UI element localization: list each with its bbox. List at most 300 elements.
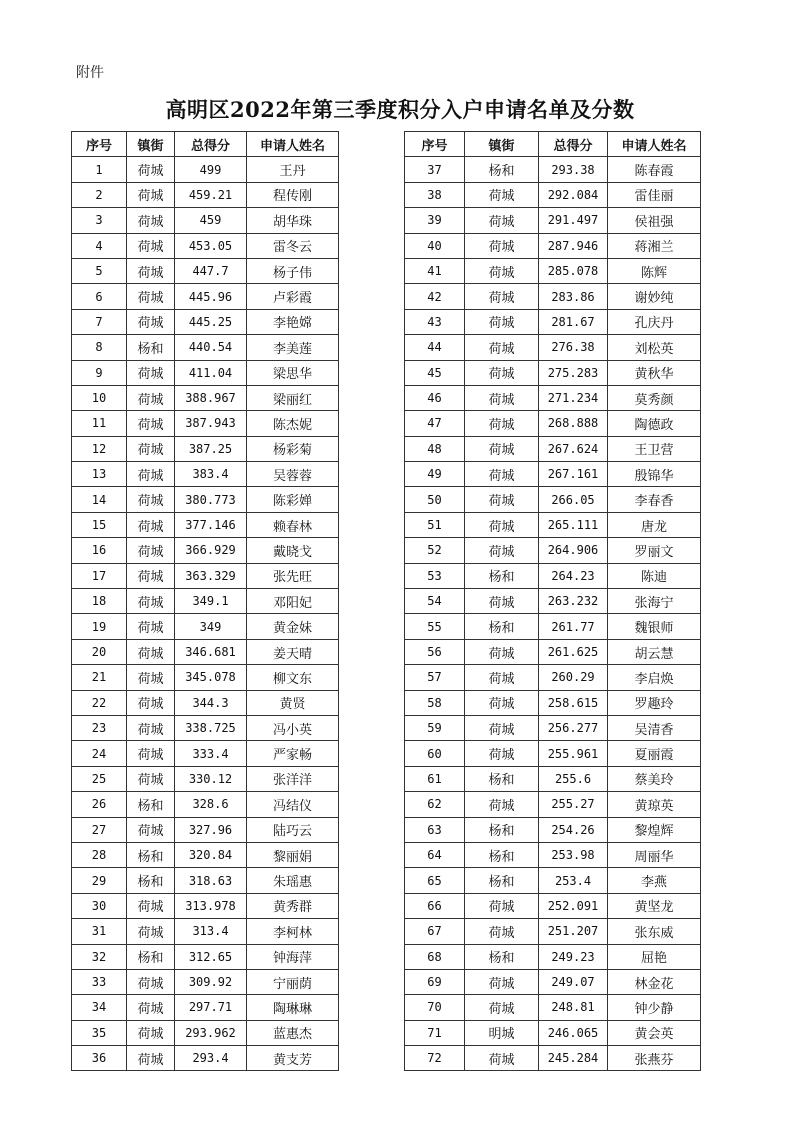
cell-name: 刘松英	[608, 335, 701, 360]
table-row	[405, 360, 701, 385]
cell-name: 侯祖强	[608, 208, 701, 233]
cell-town: 荷城	[127, 563, 175, 588]
cell-index: 64	[405, 842, 465, 867]
table-row	[405, 589, 701, 614]
table-row	[405, 487, 701, 512]
header-name: 申请人姓名	[247, 132, 339, 157]
cell-index: 29	[72, 868, 127, 893]
cell-name: 蒋湘兰	[608, 233, 701, 258]
cell-name: 林金花	[608, 969, 701, 994]
cell-score: 345.078	[175, 665, 247, 690]
cell-index: 36	[72, 1046, 127, 1071]
cell-index: 31	[72, 919, 127, 944]
cell-town: 荷城	[465, 741, 539, 766]
table-row	[72, 919, 339, 944]
table-row	[405, 208, 701, 233]
cell-index: 65	[405, 868, 465, 893]
cell-index: 40	[405, 233, 465, 258]
cell-name: 黄秋华	[608, 360, 701, 385]
cell-name: 陈春霞	[608, 157, 701, 182]
cell-score: 309.92	[175, 969, 247, 994]
cell-town: 荷城	[465, 639, 539, 664]
cell-index: 62	[405, 792, 465, 817]
cell-town: 荷城	[127, 766, 175, 791]
cell-score: 265.111	[539, 512, 608, 537]
table-row	[72, 512, 339, 537]
cell-town: 杨和	[465, 157, 539, 182]
table-row	[405, 639, 701, 664]
cell-town: 杨和	[465, 944, 539, 969]
cell-name: 柳文东	[247, 665, 339, 690]
cell-name: 冯小英	[247, 715, 339, 740]
cell-score: 292.084	[539, 182, 608, 207]
cell-score: 255.6	[539, 766, 608, 791]
cell-town: 荷城	[127, 487, 175, 512]
table-row	[405, 258, 701, 283]
table-row	[405, 817, 701, 842]
table-header-row	[72, 132, 339, 157]
cell-score: 453.05	[175, 233, 247, 258]
cell-index: 30	[72, 893, 127, 918]
table-row	[72, 182, 339, 207]
table-row	[72, 462, 339, 487]
cell-town: 荷城	[465, 919, 539, 944]
cell-name: 黄支芳	[247, 1046, 339, 1071]
cell-index: 41	[405, 258, 465, 283]
cell-score: 264.906	[539, 538, 608, 563]
header-score: 总得分	[539, 132, 608, 157]
cell-name: 卢彩霞	[247, 284, 339, 309]
cell-town: 荷城	[465, 969, 539, 994]
cell-score: 313.978	[175, 893, 247, 918]
cell-index: 63	[405, 817, 465, 842]
table-row	[405, 665, 701, 690]
cell-name: 蔡美玲	[608, 766, 701, 791]
cell-name: 赖春林	[247, 512, 339, 537]
cell-town: 杨和	[127, 335, 175, 360]
cell-town: 荷城	[465, 1046, 539, 1071]
cell-town: 荷城	[465, 411, 539, 436]
cell-index: 38	[405, 182, 465, 207]
cell-score: 293.38	[539, 157, 608, 182]
cell-name: 杨子伟	[247, 258, 339, 283]
cell-score: 260.29	[539, 665, 608, 690]
cell-town: 荷城	[127, 589, 175, 614]
cell-name: 陈迪	[608, 563, 701, 588]
cell-score: 499	[175, 157, 247, 182]
cell-index: 33	[72, 969, 127, 994]
cell-town: 荷城	[465, 335, 539, 360]
cell-score: 267.624	[539, 436, 608, 461]
cell-score: 445.25	[175, 309, 247, 334]
cell-name: 唐龙	[608, 512, 701, 537]
cell-town: 荷城	[465, 589, 539, 614]
cell-town: 荷城	[465, 690, 539, 715]
cell-name: 黎丽娟	[247, 842, 339, 867]
cell-name: 张先旺	[247, 563, 339, 588]
cell-index: 16	[72, 538, 127, 563]
table-row	[405, 1020, 701, 1045]
cell-index: 68	[405, 944, 465, 969]
cell-town: 荷城	[127, 690, 175, 715]
table-row	[72, 715, 339, 740]
cell-score: 349.1	[175, 589, 247, 614]
header-name: 申请人姓名	[608, 132, 701, 157]
cell-score: 387.943	[175, 411, 247, 436]
cell-name: 胡华珠	[247, 208, 339, 233]
cell-town: 明城	[465, 1020, 539, 1045]
cell-index: 7	[72, 309, 127, 334]
cell-score: 287.946	[539, 233, 608, 258]
cell-town: 荷城	[127, 157, 175, 182]
cell-town: 杨和	[127, 842, 175, 867]
cell-town: 荷城	[465, 233, 539, 258]
cell-index: 44	[405, 335, 465, 360]
table-row	[72, 233, 339, 258]
cell-index: 17	[72, 563, 127, 588]
cell-index: 5	[72, 258, 127, 283]
cell-index: 50	[405, 487, 465, 512]
cell-index: 22	[72, 690, 127, 715]
cell-index: 48	[405, 436, 465, 461]
cell-index: 10	[72, 385, 127, 410]
cell-town: 荷城	[127, 182, 175, 207]
table-row	[405, 690, 701, 715]
cell-index: 42	[405, 284, 465, 309]
cell-score: 271.234	[539, 385, 608, 410]
cell-index: 37	[405, 157, 465, 182]
table-row	[405, 944, 701, 969]
table-row	[405, 157, 701, 182]
table-row	[405, 563, 701, 588]
cell-score: 459.21	[175, 182, 247, 207]
cell-score: 283.86	[539, 284, 608, 309]
cell-name: 胡云慧	[608, 639, 701, 664]
cell-name: 莫秀颜	[608, 385, 701, 410]
cell-index: 2	[72, 182, 127, 207]
cell-name: 罗丽文	[608, 538, 701, 563]
cell-index: 24	[72, 741, 127, 766]
cell-name: 张洋洋	[247, 766, 339, 791]
cell-name: 黄贤	[247, 690, 339, 715]
cell-name: 李美莲	[247, 335, 339, 360]
cell-town: 杨和	[127, 868, 175, 893]
cell-town: 杨和	[465, 766, 539, 791]
cell-score: 249.23	[539, 944, 608, 969]
cell-index: 58	[405, 690, 465, 715]
cell-name: 陈彩婵	[247, 487, 339, 512]
cell-index: 57	[405, 665, 465, 690]
cell-score: 251.207	[539, 919, 608, 944]
cell-score: 281.67	[539, 309, 608, 334]
table-row	[72, 258, 339, 283]
table-row	[405, 233, 701, 258]
cell-town: 荷城	[465, 893, 539, 918]
cell-score: 330.12	[175, 766, 247, 791]
cell-town: 杨和	[465, 563, 539, 588]
cell-index: 6	[72, 284, 127, 309]
cell-score: 293.962	[175, 1020, 247, 1045]
cell-town: 荷城	[127, 715, 175, 740]
cell-town: 荷城	[127, 995, 175, 1020]
cell-index: 45	[405, 360, 465, 385]
cell-name: 钟少静	[608, 995, 701, 1020]
table-row	[72, 893, 339, 918]
cell-index: 56	[405, 639, 465, 664]
cell-town: 荷城	[127, 233, 175, 258]
cell-score: 297.71	[175, 995, 247, 1020]
cell-index: 11	[72, 411, 127, 436]
cell-index: 4	[72, 233, 127, 258]
cell-town: 荷城	[465, 258, 539, 283]
page-title: 高明区2022年第三季度积分入户申请名单及分数	[165, 97, 635, 122]
header-score: 总得分	[175, 132, 247, 157]
cell-name: 屈艳	[608, 944, 701, 969]
header-town: 镇街	[465, 132, 539, 157]
cell-town: 荷城	[127, 436, 175, 461]
cell-index: 18	[72, 589, 127, 614]
table-row	[405, 411, 701, 436]
cell-name: 吴蓉蓉	[247, 462, 339, 487]
cell-name: 黄会英	[608, 1020, 701, 1045]
cell-index: 1	[72, 157, 127, 182]
cell-index: 70	[405, 995, 465, 1020]
cell-name: 李燕	[608, 868, 701, 893]
attachment-label: 附件	[76, 65, 104, 81]
table-row	[72, 538, 339, 563]
cell-town: 荷城	[465, 284, 539, 309]
table-row	[72, 842, 339, 867]
cell-score: 459	[175, 208, 247, 233]
cell-index: 32	[72, 944, 127, 969]
cell-name: 王卫营	[608, 436, 701, 461]
cell-name: 谢妙纯	[608, 284, 701, 309]
cell-index: 61	[405, 766, 465, 791]
table-row	[405, 538, 701, 563]
cell-town: 荷城	[465, 538, 539, 563]
cell-town: 荷城	[127, 360, 175, 385]
cell-index: 34	[72, 995, 127, 1020]
cell-score: 318.63	[175, 868, 247, 893]
cell-town: 杨和	[465, 614, 539, 639]
table-row	[72, 639, 339, 664]
cell-name: 梁思华	[247, 360, 339, 385]
cell-town: 荷城	[127, 817, 175, 842]
table-row	[405, 182, 701, 207]
cell-index: 52	[405, 538, 465, 563]
cell-score: 255.961	[539, 741, 608, 766]
cell-score: 285.078	[539, 258, 608, 283]
table-row	[72, 1020, 339, 1045]
table-row	[72, 766, 339, 791]
cell-town: 荷城	[127, 512, 175, 537]
cell-town: 荷城	[127, 1046, 175, 1071]
table-row	[405, 868, 701, 893]
cell-index: 51	[405, 512, 465, 537]
cell-score: 248.81	[539, 995, 608, 1020]
table-row	[405, 919, 701, 944]
cell-index: 66	[405, 893, 465, 918]
cell-name: 严家畅	[247, 741, 339, 766]
score-table-left	[71, 131, 339, 1071]
cell-score: 266.05	[539, 487, 608, 512]
cell-score: 383.4	[175, 462, 247, 487]
cell-index: 26	[72, 792, 127, 817]
cell-score: 440.54	[175, 335, 247, 360]
table-row	[405, 614, 701, 639]
cell-name: 夏丽霞	[608, 741, 701, 766]
cell-name: 朱瑶惠	[247, 868, 339, 893]
cell-town: 荷城	[127, 969, 175, 994]
cell-score: 264.23	[539, 563, 608, 588]
cell-name: 冯结仪	[247, 792, 339, 817]
cell-name: 魏银师	[608, 614, 701, 639]
cell-name: 陶琳琳	[247, 995, 339, 1020]
table-row	[72, 995, 339, 1020]
cell-town: 荷城	[465, 309, 539, 334]
cell-town: 荷城	[127, 538, 175, 563]
cell-index: 13	[72, 462, 127, 487]
cell-name: 孔庆丹	[608, 309, 701, 334]
cell-score: 445.96	[175, 284, 247, 309]
cell-index: 12	[72, 436, 127, 461]
cell-name: 雷佳丽	[608, 182, 701, 207]
cell-score: 261.625	[539, 639, 608, 664]
table-row	[72, 309, 339, 334]
cell-index: 49	[405, 462, 465, 487]
table-row	[72, 868, 339, 893]
cell-name: 杨彩菊	[247, 436, 339, 461]
cell-town: 荷城	[465, 995, 539, 1020]
cell-town: 荷城	[465, 512, 539, 537]
cell-town: 荷城	[465, 360, 539, 385]
cell-name: 黄金妹	[247, 614, 339, 639]
cell-score: 276.38	[539, 335, 608, 360]
cell-index: 39	[405, 208, 465, 233]
cell-score: 327.96	[175, 817, 247, 842]
cell-name: 黄坚龙	[608, 893, 701, 918]
cell-index: 8	[72, 335, 127, 360]
cell-town: 杨和	[465, 868, 539, 893]
cell-town: 荷城	[127, 1020, 175, 1045]
cell-name: 邓阳妃	[247, 589, 339, 614]
cell-score: 261.77	[539, 614, 608, 639]
cell-index: 9	[72, 360, 127, 385]
table-row	[72, 411, 339, 436]
cell-town: 荷城	[127, 385, 175, 410]
cell-index: 19	[72, 614, 127, 639]
cell-name: 钟海萍	[247, 944, 339, 969]
cell-name: 戴晓戈	[247, 538, 339, 563]
cell-index: 28	[72, 842, 127, 867]
cell-name: 王丹	[247, 157, 339, 182]
cell-score: 380.773	[175, 487, 247, 512]
cell-score: 255.27	[539, 792, 608, 817]
cell-index: 25	[72, 766, 127, 791]
cell-town: 荷城	[465, 665, 539, 690]
cell-town: 荷城	[127, 919, 175, 944]
cell-score: 346.681	[175, 639, 247, 664]
cell-index: 46	[405, 385, 465, 410]
table-row	[72, 741, 339, 766]
table-row	[72, 589, 339, 614]
cell-score: 256.277	[539, 715, 608, 740]
cell-name: 张燕芬	[608, 1046, 701, 1071]
cell-town: 荷城	[127, 309, 175, 334]
table-row	[72, 436, 339, 461]
cell-town: 荷城	[127, 614, 175, 639]
cell-score: 249.07	[539, 969, 608, 994]
cell-score: 387.25	[175, 436, 247, 461]
cell-name: 宁丽荫	[247, 969, 339, 994]
cell-score: 246.065	[539, 1020, 608, 1045]
cell-score: 253.98	[539, 842, 608, 867]
cell-town: 荷城	[127, 411, 175, 436]
cell-index: 14	[72, 487, 127, 512]
cell-name: 黄琼英	[608, 792, 701, 817]
cell-index: 72	[405, 1046, 465, 1071]
cell-index: 35	[72, 1020, 127, 1045]
cell-score: 258.615	[539, 690, 608, 715]
cell-score: 338.725	[175, 715, 247, 740]
table-row	[405, 1046, 701, 1071]
header-index: 序号	[405, 132, 465, 157]
cell-name: 蓝惠杰	[247, 1020, 339, 1045]
table-row	[72, 360, 339, 385]
cell-score: 447.7	[175, 258, 247, 283]
table-row	[405, 436, 701, 461]
cell-score: 388.967	[175, 385, 247, 410]
cell-score: 291.497	[539, 208, 608, 233]
cell-name: 程传刚	[247, 182, 339, 207]
cell-name: 陈杰妮	[247, 411, 339, 436]
cell-index: 47	[405, 411, 465, 436]
cell-town: 荷城	[127, 639, 175, 664]
cell-town: 荷城	[127, 208, 175, 233]
table-row	[405, 792, 701, 817]
cell-name: 李艳嫦	[247, 309, 339, 334]
cell-name: 李启焕	[608, 665, 701, 690]
cell-score: 320.84	[175, 842, 247, 867]
table-row	[405, 969, 701, 994]
cell-index: 3	[72, 208, 127, 233]
cell-town: 荷城	[465, 208, 539, 233]
table-row	[72, 385, 339, 410]
cell-town: 杨和	[465, 817, 539, 842]
cell-town: 荷城	[127, 258, 175, 283]
cell-index: 71	[405, 1020, 465, 1045]
cell-name: 雷冬云	[247, 233, 339, 258]
cell-name: 黄秀群	[247, 893, 339, 918]
cell-index: 55	[405, 614, 465, 639]
table-row	[405, 741, 701, 766]
table-row	[72, 563, 339, 588]
cell-score: 313.4	[175, 919, 247, 944]
table-row	[72, 944, 339, 969]
cell-town: 杨和	[127, 944, 175, 969]
cell-name: 罗趣玲	[608, 690, 701, 715]
cell-score: 263.232	[539, 589, 608, 614]
table-row	[72, 614, 339, 639]
cell-index: 43	[405, 309, 465, 334]
table-row	[72, 665, 339, 690]
table-row	[72, 284, 339, 309]
cell-index: 15	[72, 512, 127, 537]
cell-town: 荷城	[465, 715, 539, 740]
cell-town: 荷城	[127, 665, 175, 690]
cell-score: 268.888	[539, 411, 608, 436]
cell-name: 姜天晴	[247, 639, 339, 664]
